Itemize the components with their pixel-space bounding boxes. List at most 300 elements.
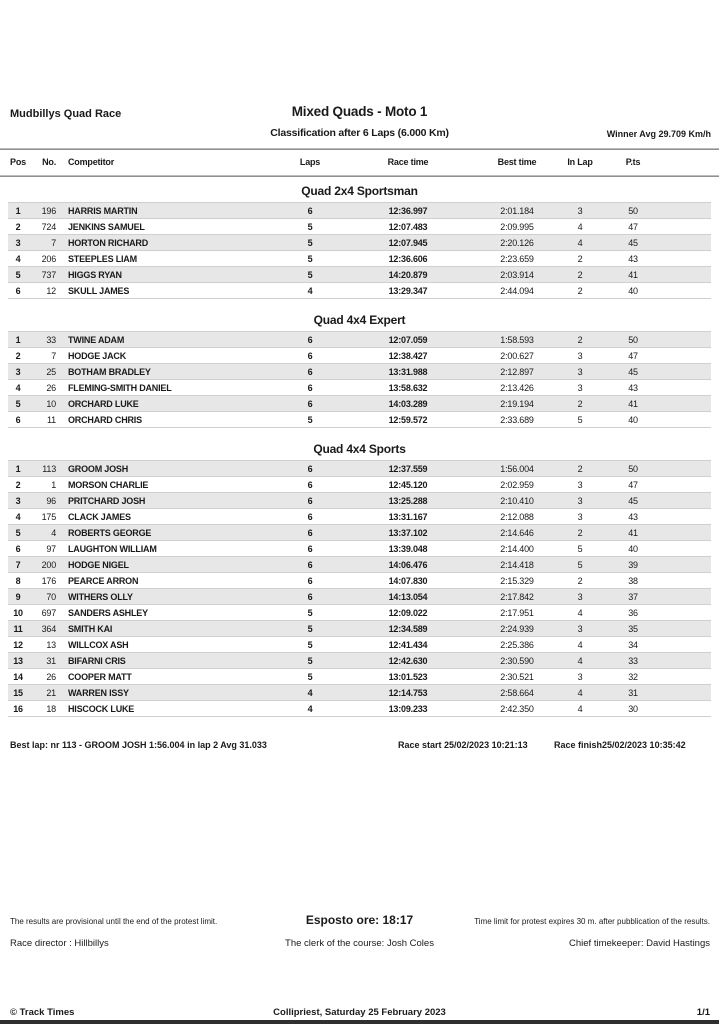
cell-points: 41 [600,396,666,412]
cell-points: 34 [600,637,666,653]
cell-best-time: 2:33.689 [474,412,560,428]
cell-in-lap: 3 [560,203,600,219]
col-header-no: No. [42,156,56,167]
cell-in-lap: 2 [560,525,600,541]
cell-pos: 2 [8,477,28,493]
cell-race-time: 13:31.167 [342,509,474,525]
cell-competitor: BIFARNI CRIS [56,653,278,669]
cell-no: 13 [28,637,56,653]
cell-best-time: 2:13.426 [474,380,560,396]
cell-race-time: 13:37.102 [342,525,474,541]
cell-filler [666,525,711,541]
cell-competitor: FLEMING-SMITH DANIEL [56,380,278,396]
cell-no: 11 [28,412,56,428]
cell-filler [666,283,711,299]
cell-best-time: 2:03.914 [474,267,560,283]
cell-filler [666,348,711,364]
table-row [8,541,711,557]
cell-laps: 6 [278,525,342,541]
section-title: Quad 4x4 Sports [313,442,406,456]
cell-competitor: SKULL JAMES [56,283,278,299]
class-sections [8,184,711,717]
cell-competitor: JENKINS SAMUEL [56,219,278,235]
table-row [8,283,711,299]
classification-row [8,127,711,146]
table-row [8,589,711,605]
table-row [8,203,711,219]
page-footer [0,1007,719,1021]
cell-race-time: 14:13.054 [342,589,474,605]
classification-subtitle: Classification after 6 Laps (6.000 Km) [270,127,449,139]
cell-pos: 15 [8,685,28,701]
cell-best-time: 2:01.184 [474,203,560,219]
cell-best-time: 2:23.659 [474,251,560,267]
cell-best-time: 2:25.386 [474,637,560,653]
cell-in-lap: 5 [560,557,600,573]
class-section [8,313,711,428]
cell-filler [666,605,711,621]
cell-filler [666,267,711,283]
cell-no: 26 [28,380,56,396]
cell-laps: 5 [278,251,342,267]
cell-laps: 5 [278,235,342,251]
table-row [8,509,711,525]
provisional-note: The results are provisional until the end of the protest limit. [10,917,218,926]
cell-race-time: 13:31.988 [342,364,474,380]
cell-in-lap: 3 [560,589,600,605]
cell-pos: 16 [8,701,28,717]
cell-laps: 5 [278,267,342,283]
cell-points: 47 [600,477,666,493]
cell-filler [666,203,711,219]
cell-no: 175 [28,509,56,525]
cell-no: 31 [28,653,56,669]
cell-best-time: 2:12.897 [474,364,560,380]
cell-laps: 6 [278,573,342,589]
cell-laps: 5 [278,412,342,428]
section-title: Quad 4x4 Expert [313,313,406,327]
cell-points: 33 [600,653,666,669]
cell-in-lap: 5 [560,541,600,557]
esposto-time: Esposto ore: 18:17 [305,913,414,927]
cell-laps: 6 [278,461,342,477]
table-row [8,219,711,235]
cell-pos: 1 [8,461,28,477]
cell-pos: 8 [8,573,28,589]
race-start-time: Race start 25/02/2023 10:21:13 [398,740,528,750]
cell-points: 39 [600,557,666,573]
cell-best-time: 2:30.590 [474,653,560,669]
cell-competitor: HIGGS RYAN [56,267,278,283]
cell-pos: 1 [8,203,28,219]
cell-in-lap: 4 [560,653,600,669]
cell-in-lap: 2 [560,332,600,348]
table-row [8,701,711,717]
cell-filler [666,573,711,589]
header-divider-bottom [0,175,719,177]
cell-laps: 5 [278,605,342,621]
table-row [8,637,711,653]
cell-pos: 11 [8,621,28,637]
cell-filler [666,509,711,525]
table-row [8,685,711,701]
cell-points: 36 [600,605,666,621]
event-title: Mudbillys Quad Race [10,108,122,120]
cell-filler [666,653,711,669]
cell-filler [666,235,711,251]
cell-filler [666,669,711,685]
cell-pos: 9 [8,589,28,605]
cell-competitor: STEEPLES LIAM [56,251,278,267]
cell-filler [666,557,711,573]
cell-points: 50 [600,332,666,348]
race-director: Race director : Hillbillys [10,938,109,949]
cell-in-lap: 4 [560,605,600,621]
cell-no: 7 [28,348,56,364]
cell-pos: 2 [8,219,28,235]
cell-race-time: 13:39.048 [342,541,474,557]
cell-laps: 6 [278,332,342,348]
cell-competitor: BOTHAM BRADLEY [56,364,278,380]
cell-points: 31 [600,685,666,701]
table-row [8,364,711,380]
cell-race-time: 12:07.945 [342,235,474,251]
cell-competitor: ROBERTS GEORGE [56,525,278,541]
cell-race-time: 12:41.434 [342,637,474,653]
copyright: © Track Times [10,1007,75,1018]
cell-best-time: 2:15.329 [474,573,560,589]
table-row [8,557,711,573]
cell-pos: 5 [8,525,28,541]
cell-pos: 2 [8,348,28,364]
cell-best-time: 2:44.094 [474,283,560,299]
cell-filler [666,396,711,412]
cell-best-time: 2:58.664 [474,685,560,701]
cell-in-lap: 2 [560,396,600,412]
cell-no: 737 [28,267,56,283]
cell-no: 10 [28,396,56,412]
cell-laps: 6 [278,348,342,364]
cell-in-lap: 2 [560,573,600,589]
cell-best-time: 2:14.418 [474,557,560,573]
cell-best-time: 2:17.951 [474,605,560,621]
cell-filler [666,219,711,235]
cell-competitor: SANDERS ASHLEY [56,605,278,621]
cell-best-time: 2:10.410 [474,493,560,509]
table-row [8,332,711,348]
cell-competitor: HODGE JACK [56,348,278,364]
cell-in-lap: 4 [560,701,600,717]
cell-laps: 6 [278,541,342,557]
cell-no: 21 [28,685,56,701]
table-row [8,621,711,637]
cell-race-time: 13:58.632 [342,380,474,396]
cell-pos: 7 [8,557,28,573]
cell-best-time: 1:56.004 [474,461,560,477]
cell-no: 7 [28,235,56,251]
location-date: Collipriest, Saturday 25 February 2023 [273,1007,446,1018]
best-lap-summary: Best lap: nr 113 - GROOM JOSH 1:56.004 in lap 2 Avg 31.033 [10,740,267,750]
cell-race-time: 12:09.022 [342,605,474,621]
cell-no: 18 [28,701,56,717]
cell-race-time: 13:25.288 [342,493,474,509]
cell-laps: 5 [278,637,342,653]
cell-points: 43 [600,380,666,396]
race-title: Mixed Quads - Moto 1 [291,104,428,119]
cell-points: 47 [600,219,666,235]
cell-competitor: LAUGHTON WILLIAM [56,541,278,557]
summary-row [0,740,719,754]
table-row [8,477,711,493]
cell-competitor: PRITCHARD JOSH [56,493,278,509]
cell-laps: 6 [278,364,342,380]
cell-points: 45 [600,364,666,380]
cell-laps: 4 [278,283,342,299]
cell-pos: 1 [8,332,28,348]
cell-pos: 14 [8,669,28,685]
cell-no: 12 [28,283,56,299]
table-row [8,653,711,669]
cell-competitor: WILLCOX ASH [56,637,278,653]
cell-pos: 5 [8,396,28,412]
cell-laps: 5 [278,653,342,669]
table-row [8,380,711,396]
cell-in-lap: 2 [560,461,600,477]
cell-in-lap: 4 [560,685,600,701]
cell-no: 113 [28,461,56,477]
cell-in-lap: 3 [560,348,600,364]
class-section [8,442,711,717]
table-row [8,412,711,428]
table-row [8,573,711,589]
cell-in-lap: 2 [560,267,600,283]
cell-pos: 12 [8,637,28,653]
cell-no: 96 [28,493,56,509]
cell-competitor: ORCHARD LUKE [56,396,278,412]
cell-competitor: ORCHARD CHRIS [56,412,278,428]
cell-points: 40 [600,541,666,557]
col-header-in-lap: In Lap [567,156,593,167]
cell-pos: 6 [8,283,28,299]
cell-laps: 6 [278,589,342,605]
page-number: 1/1 [696,1007,710,1018]
cell-filler [666,493,711,509]
cell-best-time: 2:14.400 [474,541,560,557]
protest-limit-note: Time limit for protest expires 30 m. after pubblication of the results. [474,917,710,926]
protest-notes-row [0,910,719,936]
cell-no: 70 [28,589,56,605]
cell-points: 41 [600,525,666,541]
cell-points: 45 [600,493,666,509]
winner-average: Winner Avg 29.709 Km/h [606,129,711,139]
column-header-row [8,150,711,173]
cell-laps: 4 [278,701,342,717]
cell-competitor: HODGE NIGEL [56,557,278,573]
cell-no: 4 [28,525,56,541]
cell-race-time: 12:07.059 [342,332,474,348]
cell-in-lap: 5 [560,412,600,428]
document-header [8,104,711,124]
cell-filler [666,332,711,348]
cell-pos: 3 [8,493,28,509]
cell-race-time: 14:20.879 [342,267,474,283]
cell-no: 26 [28,669,56,685]
cell-in-lap: 2 [560,251,600,267]
cell-best-time: 2:00.627 [474,348,560,364]
cell-best-time: 2:17.842 [474,589,560,605]
cell-filler [666,637,711,653]
cell-in-lap: 3 [560,364,600,380]
cell-race-time: 12:37.559 [342,461,474,477]
cell-best-time: 2:42.350 [474,701,560,717]
cell-race-time: 13:29.347 [342,283,474,299]
section-title: Quad 2x4 Sportsman [301,184,418,198]
col-header-laps: Laps [299,156,321,167]
cell-pos: 5 [8,267,28,283]
cell-competitor: PEARCE ARRON [56,573,278,589]
cell-laps: 6 [278,477,342,493]
cell-race-time: 12:36.997 [342,203,474,219]
cell-filler [666,380,711,396]
results-table [8,202,711,299]
cell-no: 697 [28,605,56,621]
cell-best-time: 2:14.646 [474,525,560,541]
table-row [8,525,711,541]
col-header-pos: Pos [10,156,26,167]
page-bottom-edge [0,1020,719,1024]
cell-competitor: WITHERS OLLY [56,589,278,605]
cell-best-time: 2:30.521 [474,669,560,685]
cell-filler [666,477,711,493]
table-row [8,251,711,267]
cell-in-lap: 3 [560,380,600,396]
cell-in-lap: 2 [560,283,600,299]
table-row [8,348,711,364]
cell-points: 38 [600,573,666,589]
cell-best-time: 1:58.593 [474,332,560,348]
cell-filler [666,621,711,637]
col-header-race-time: Race time [387,156,429,167]
cell-no: 724 [28,219,56,235]
cell-points: 41 [600,267,666,283]
table-row [8,493,711,509]
cell-race-time: 14:06.476 [342,557,474,573]
cell-laps: 6 [278,396,342,412]
cell-no: 200 [28,557,56,573]
cell-competitor: CLACK JAMES [56,509,278,525]
table-row [8,605,711,621]
cell-no: 25 [28,364,56,380]
col-header-filler [666,150,711,173]
table-row [8,396,711,412]
cell-points: 40 [600,412,666,428]
cell-in-lap: 3 [560,621,600,637]
cell-points: 50 [600,461,666,477]
cell-filler [666,461,711,477]
cell-best-time: 2:02.959 [474,477,560,493]
cell-best-time: 2:19.194 [474,396,560,412]
officials-row [0,938,719,954]
cell-filler [666,685,711,701]
cell-no: 33 [28,332,56,348]
cell-filler [666,412,711,428]
cell-filler [666,364,711,380]
cell-pos: 4 [8,251,28,267]
cell-in-lap: 4 [560,219,600,235]
cell-race-time: 12:34.589 [342,621,474,637]
race-finish-time: Race finish25/02/2023 10:35:42 [554,740,686,750]
cell-in-lap: 3 [560,509,600,525]
cell-points: 47 [600,348,666,364]
cell-race-time: 12:59.572 [342,412,474,428]
cell-competitor: MORSON CHARLIE [56,477,278,493]
cell-race-time: 12:45.120 [342,477,474,493]
cell-pos: 10 [8,605,28,621]
cell-pos: 13 [8,653,28,669]
cell-laps: 5 [278,219,342,235]
cell-competitor: HORTON RICHARD [56,235,278,251]
chief-timekeeper: Chief timekeeper: David Hastings [569,938,710,949]
cell-no: 97 [28,541,56,557]
table-row [8,235,711,251]
cell-filler [666,701,711,717]
cell-best-time: 2:24.939 [474,621,560,637]
cell-best-time: 2:20.126 [474,235,560,251]
cell-race-time: 12:38.427 [342,348,474,364]
cell-competitor: TWINE ADAM [56,332,278,348]
cell-no: 1 [28,477,56,493]
table-row [8,669,711,685]
cell-laps: 6 [278,493,342,509]
results-table [8,331,711,428]
table-row [8,461,711,477]
cell-no: 176 [28,573,56,589]
cell-best-time: 2:09.995 [474,219,560,235]
cell-pos: 3 [8,235,28,251]
cell-points: 40 [600,283,666,299]
cell-laps: 4 [278,685,342,701]
cell-pos: 4 [8,380,28,396]
cell-competitor: COOPER MATT [56,669,278,685]
cell-competitor: WARREN ISSY [56,685,278,701]
cell-points: 50 [600,203,666,219]
cell-pos: 4 [8,509,28,525]
cell-points: 35 [600,621,666,637]
cell-no: 364 [28,621,56,637]
cell-no: 196 [28,203,56,219]
cell-competitor: GROOM JOSH [56,461,278,477]
cell-race-time: 13:09.233 [342,701,474,717]
class-section [8,184,711,299]
table-row [8,267,711,283]
cell-race-time: 13:01.523 [342,669,474,685]
cell-laps: 6 [278,509,342,525]
results-table [8,460,711,717]
cell-competitor: HISCOCK LUKE [56,701,278,717]
clerk-of-course: The clerk of the course: Josh Coles [285,938,434,949]
cell-points: 45 [600,235,666,251]
cell-in-lap: 3 [560,493,600,509]
cell-race-time: 14:07.830 [342,573,474,589]
cell-points: 37 [600,589,666,605]
cell-points: 43 [600,509,666,525]
cell-laps: 5 [278,669,342,685]
cell-in-lap: 3 [560,669,600,685]
cell-laps: 6 [278,557,342,573]
cell-pos: 3 [8,364,28,380]
cell-pos: 6 [8,541,28,557]
cell-filler [666,251,711,267]
